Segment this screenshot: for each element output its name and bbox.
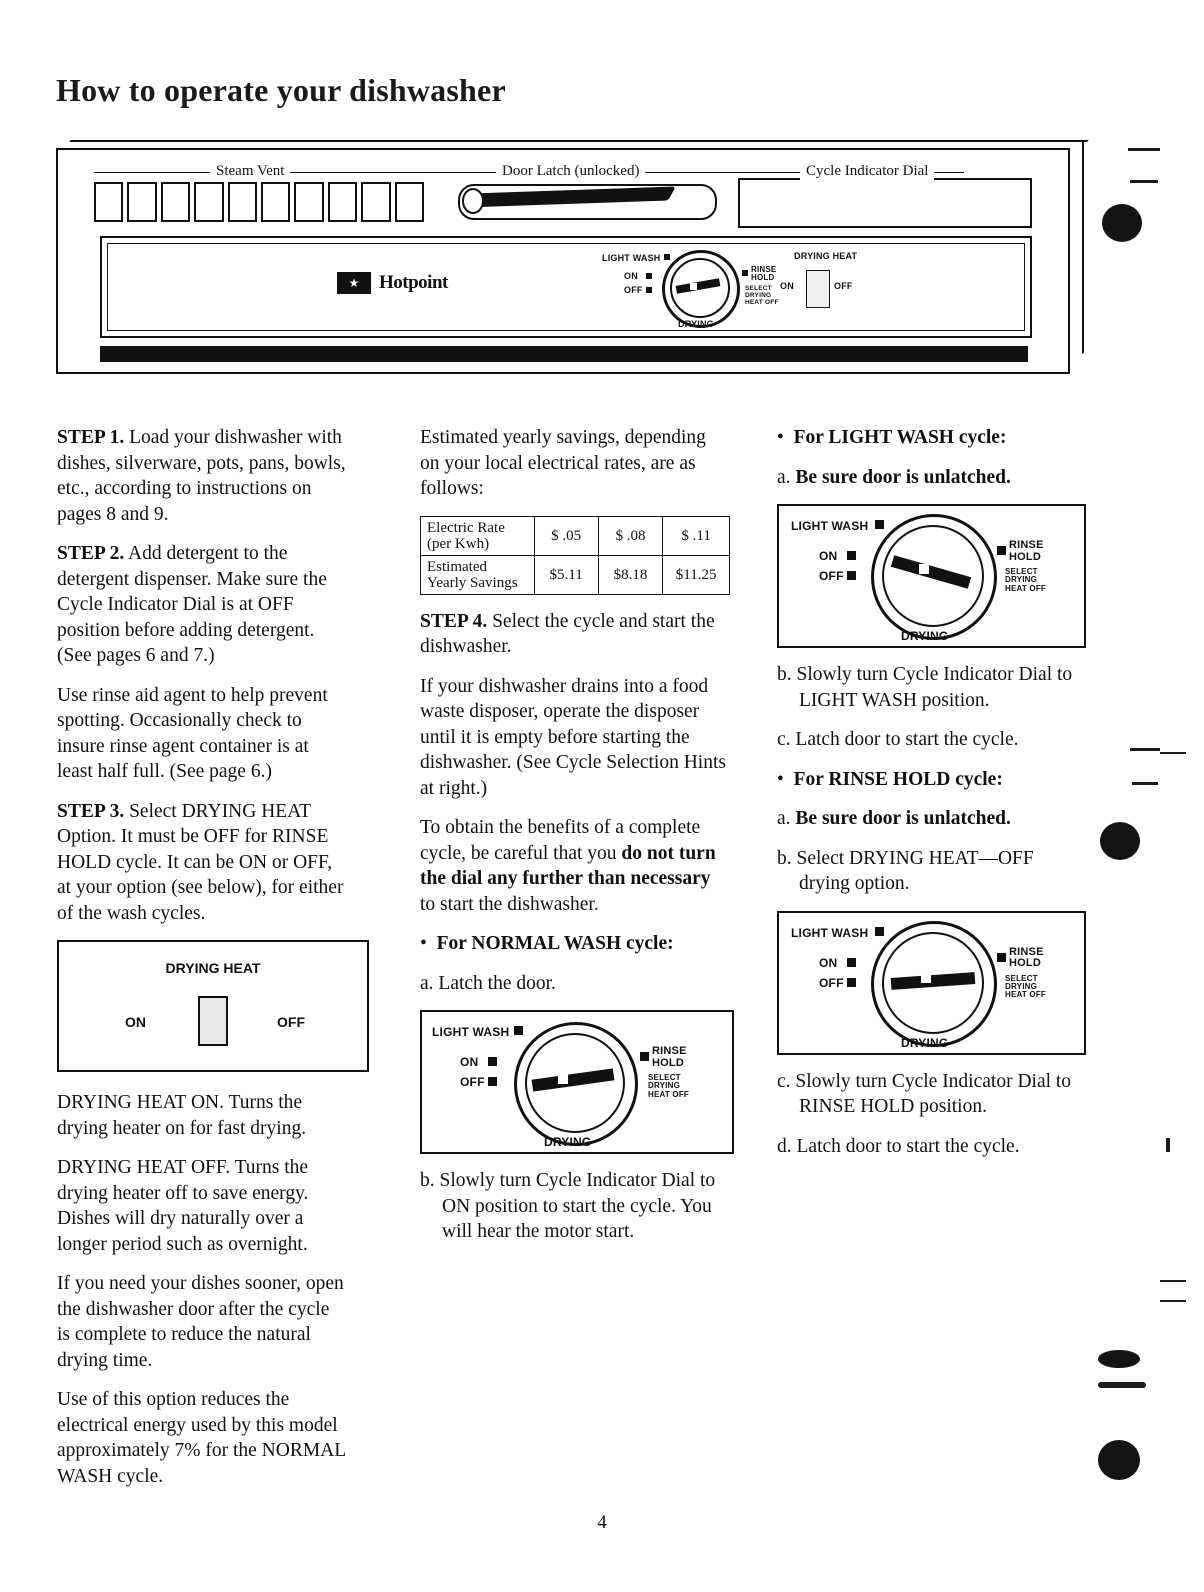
normal-wash-dial-figure	[420, 1010, 734, 1154]
figure-select-drying-label	[1005, 568, 1046, 593]
normal-wash-heading-text: For NORMAL WASH cycle:	[436, 933, 674, 954]
vent-slot	[361, 182, 390, 222]
rinse-hold-dial-figure	[777, 911, 1086, 1055]
figure-drying-label: DRYING	[901, 629, 949, 643]
figure-on-marker	[847, 958, 856, 967]
step-2-lead: STEP 2.	[57, 543, 125, 564]
figure-rinse-hold-label	[1009, 947, 1044, 970]
light-a-bold: Be sure door is unlatched.	[795, 466, 1011, 488]
drying-heat-figure-switch	[198, 996, 228, 1046]
figure-select-2: DRYING	[648, 1081, 681, 1091]
scan-artifact	[1100, 822, 1140, 860]
figure-select-drying-label	[1005, 975, 1046, 1000]
step-1-lead: STEP 1.	[57, 427, 125, 448]
callout-door-latch: Door Latch (unlocked)	[496, 163, 645, 180]
console-drying-label: DRYING	[678, 319, 714, 329]
scan-artifact	[1098, 1382, 1146, 1388]
rinse-hold-step-c: c. Slowly turn Cycle Indicator Dial to RINSE HOLD position.	[777, 1070, 1072, 1117]
drying-heat-on-paragraph: DRYING HEAT ON. Turns the drying heater on for fast drying.	[57, 1092, 307, 1139]
electric-rate-line2: (per Kwh)	[427, 535, 490, 552]
figure-rinse-line2: HOLD	[1009, 957, 1041, 970]
door-latch-handle	[464, 187, 675, 208]
benefits-paragraph	[420, 815, 730, 917]
brand-logo	[337, 272, 448, 294]
vent-slot	[161, 182, 190, 222]
text-column-1	[57, 425, 347, 1503]
rinse-hold-step-a	[777, 806, 1087, 832]
yearly-savings-line2: Yearly Savings	[427, 574, 518, 591]
figure-on-marker	[488, 1057, 497, 1066]
step-4-paragraph	[420, 609, 730, 660]
step-4-lead: STEP 4.	[420, 610, 488, 632]
figure-on-marker	[847, 551, 856, 560]
console-face	[100, 236, 1032, 338]
savings-value-1: $5.11	[534, 555, 598, 594]
rinse-hold-step-b: b. Select DRYING HEAT—OFF drying option.	[777, 847, 1034, 894]
figure-off-label: OFF	[460, 1075, 485, 1089]
control-panel-illustration	[56, 140, 1086, 380]
scan-artifact	[1166, 1138, 1170, 1152]
console-off-label: OFF	[624, 285, 643, 295]
light-wash-step-b: b. Slowly turn Cycle Indicator Dial to LIGHT WASH position.	[777, 664, 1073, 711]
panel-body	[56, 148, 1070, 374]
door-latch-knob	[462, 188, 484, 214]
console-select-1: SELECT	[745, 285, 772, 292]
light-wash-heading-text: For LIGHT WASH cycle:	[793, 427, 1007, 448]
scan-artifact	[1102, 204, 1142, 242]
rinse-a-prefix: a.	[777, 808, 796, 829]
figure-rinse-line2: HOLD	[652, 1056, 684, 1069]
page-number: 4	[597, 1512, 607, 1533]
normal-wash-heading: • For NORMAL WASH cycle:	[420, 933, 674, 954]
figure-rinse-line1: RINSE	[652, 1045, 687, 1057]
figure-select-3: HEAT OFF	[1005, 583, 1047, 593]
figure-rinse-hold-marker	[640, 1052, 649, 1061]
disposer-paragraph: If your dishwasher drains into a food waste disposer, operate the disposer until it is empty before starting the dishwasher. (See Cycle Selection Hints at right.)	[420, 675, 726, 799]
figure-rinse-hold-label	[652, 1046, 687, 1069]
vent-slot	[328, 182, 357, 222]
figure-off-marker	[847, 571, 856, 580]
door-latch-graphic	[458, 184, 717, 220]
figure-dial-notch	[921, 973, 931, 983]
console-select-2: DRYING	[745, 291, 772, 299]
figure-on-label: ON	[819, 549, 838, 563]
figure-rinse-line1: RINSE	[1009, 539, 1044, 551]
vent-slot	[294, 182, 323, 222]
console-on-marker	[646, 273, 652, 279]
rinse-aid-paragraph: Use rinse aid agent to help prevent spotting. Occasionally check to insure rinse agent container is at least half full. (See page 6.)	[57, 684, 328, 782]
page-title: How to operate your dishwasher	[56, 72, 506, 108]
figure-rinse-hold-label	[1009, 540, 1044, 563]
step-2-text: Add detergent to the detergent dispenser. Make sure the Cycle Indicator Dial is at OFF position before adding detergent. (See pages 6 and 7.)	[57, 543, 327, 666]
rinse-hold-heading-text: For RINSE HOLD cycle:	[793, 768, 1003, 790]
light-wash-step-c: c. Latch door to start the cycle.	[777, 729, 1019, 750]
step-2-paragraph	[57, 541, 347, 669]
figure-select-1: SELECT	[1005, 567, 1038, 576]
console-light-wash-label: LIGHT WASH	[602, 253, 661, 263]
figure-dial-notch	[919, 564, 929, 574]
callout-cycle-dial: Cycle Indicator Dial	[800, 163, 934, 180]
figure-on-label: ON	[819, 955, 838, 970]
brand-name: Hotpoint	[379, 272, 448, 293]
hotpoint-logo-mark: ★	[337, 272, 371, 294]
benefits-post: to start the dishwasher.	[420, 893, 599, 915]
vent-slot	[127, 182, 156, 222]
figure-light-wash-label: LIGHT WASH	[791, 925, 869, 940]
figure-light-wash-label: LIGHT WASH	[791, 519, 869, 533]
panel-base-bar	[100, 346, 1028, 362]
step-3-paragraph	[57, 799, 347, 927]
figure-rinse-hold-marker	[997, 546, 1006, 555]
vent-slot	[194, 182, 223, 222]
scan-artifact	[1132, 782, 1158, 785]
figure-select-3: HEAT OFF	[648, 1089, 690, 1099]
figure-rinse-hold-marker	[997, 953, 1006, 962]
scan-artifact	[1160, 1280, 1186, 1282]
console-select-drying-label	[745, 286, 779, 306]
benefits-pre: To obtain the benefits of a complete cycle, be careful that you	[420, 817, 701, 864]
table-row	[421, 516, 730, 555]
electric-rate-line1: Electric Rate	[427, 519, 505, 536]
figure-select-2: DRYING	[1005, 575, 1038, 585]
step-3-lead: STEP 3.	[57, 800, 125, 822]
normal-wash-step-b: b. Slowly turn Cycle Indicator Dial to ON position to start the cycle. You will hear the motor start.	[420, 1170, 716, 1242]
estimated-savings-table	[420, 516, 730, 595]
figure-on-label: ON	[460, 1055, 479, 1069]
vent-slot	[261, 182, 290, 222]
drying-heat-figure-on: ON	[125, 1014, 146, 1030]
energy-savings-paragraph: Use of this option reduces the electrical energy used by this model approximately 7% for the NORMAL WASH cycle.	[57, 1389, 346, 1487]
console-on-label: ON	[624, 271, 638, 281]
savings-value-2: $8.18	[598, 555, 662, 594]
vent-slot	[395, 182, 424, 222]
console-switch-off-label: OFF	[834, 281, 853, 291]
vent-slot	[228, 182, 257, 222]
drying-heat-off-paragraph: DRYING HEAT OFF. Turns the drying heater off to save energy. Dishes will dry naturally over a longer period such as overnight.	[57, 1157, 309, 1255]
scan-artifact	[1098, 1350, 1140, 1368]
console-rinse-line2: HOLD	[751, 273, 775, 283]
step-4-text: Select the cycle and start the dishwasher.	[420, 610, 715, 657]
figure-light-wash-marker	[514, 1026, 523, 1035]
console-rinse-line1: RINSE	[751, 265, 777, 274]
rate-value-2: $ .08	[598, 516, 662, 555]
figure-select-1: SELECT	[1005, 973, 1038, 983]
figure-rinse-line2: HOLD	[1009, 550, 1041, 563]
figure-select-1: SELECT	[648, 1073, 681, 1082]
cycle-indicator-strip	[738, 178, 1032, 228]
console-light-wash-marker	[664, 254, 670, 260]
step-3-text: Select DRYING HEAT Option. It must be OFF for RINSE HOLD cycle. It can be ON or OFF, at your option (see below), for either of the wash cycles.	[57, 800, 344, 924]
rate-value-3: $ .11	[663, 516, 730, 555]
figure-select-2: DRYING	[1005, 981, 1038, 991]
rate-value-1: $ .05	[534, 516, 598, 555]
light-wash-heading: • For LIGHT WASH cycle:	[777, 427, 1007, 448]
savings-intro-paragraph: Estimated yearly savings, depending on your local electrical rates, are as follows:	[420, 427, 706, 499]
console-rinse-hold-label	[751, 266, 776, 283]
figure-light-wash-label: LIGHT WASH	[432, 1025, 510, 1039]
yearly-savings-label	[421, 555, 535, 594]
drying-heat-figure-off: OFF	[277, 1014, 305, 1030]
text-column-3	[777, 425, 1087, 1173]
scan-artifact	[1160, 1300, 1186, 1302]
light-a-prefix: a.	[777, 466, 796, 488]
rinse-hold-step-d: d. Latch door to start the cycle.	[777, 1135, 1020, 1157]
figure-drying-label: DRYING	[544, 1135, 592, 1149]
benefits-bold: do not turn the dial any further than necessary	[420, 842, 716, 889]
step-1-text: Load your dishwasher with dishes, silverware, pots, pans, bowls, etc., according to instructions on pages 8 and 9.	[57, 427, 346, 525]
scan-artifact	[1098, 1440, 1140, 1480]
step-1-paragraph	[57, 425, 347, 527]
vent-slot	[94, 182, 123, 222]
figure-off-label: OFF	[819, 569, 844, 583]
console-off-marker	[646, 287, 652, 293]
rinse-a-bold: Be sure door is unlatched.	[795, 808, 1011, 829]
drying-heat-figure-title: DRYING HEAT	[165, 960, 261, 976]
figure-off-marker	[488, 1077, 497, 1086]
light-wash-step-a	[777, 465, 1087, 491]
console-dial-pointer-notch	[690, 283, 697, 290]
scan-artifact	[1160, 752, 1186, 754]
console-drying-heat-switch	[806, 270, 830, 308]
yearly-savings-line1: Estimated	[427, 558, 487, 575]
figure-select-drying-label	[648, 1074, 689, 1099]
figure-drying-label: DRYING	[901, 1035, 949, 1050]
console-switch-on-label: ON	[780, 281, 794, 291]
console-rinse-hold-marker	[742, 270, 748, 276]
console-drying-heat-label: DRYING HEAT	[794, 251, 858, 261]
figure-off-label: OFF	[819, 975, 844, 990]
figure-light-wash-marker	[875, 927, 884, 936]
text-column-2	[420, 425, 730, 1259]
console-dial-assembly	[602, 248, 902, 328]
scan-artifact	[1130, 180, 1158, 183]
figure-light-wash-marker	[875, 520, 884, 529]
scan-artifact	[1130, 748, 1160, 751]
table-row	[421, 555, 730, 594]
scan-artifact	[1128, 148, 1160, 151]
callout-steam-vent: Steam Vent	[210, 163, 290, 180]
light-wash-dial-figure	[777, 504, 1086, 648]
figure-select-3: HEAT OFF	[1005, 990, 1047, 1000]
rinse-hold-heading: • For RINSE HOLD cycle:	[777, 768, 1003, 790]
savings-value-3: $11.25	[663, 555, 730, 594]
console-select-3: HEAT OFF	[745, 298, 779, 306]
electric-rate-label	[421, 516, 535, 555]
normal-wash-step-a: a. Latch the door.	[420, 972, 556, 994]
drying-heat-option-figure	[57, 940, 369, 1072]
figure-dial-notch	[558, 1074, 568, 1084]
dishes-sooner-paragraph: If you need your dishes sooner, open the dishwasher door after the cycle is complete to reduce the natural drying time.	[57, 1273, 344, 1371]
figure-rinse-line1: RINSE	[1009, 945, 1044, 958]
steam-vent-group	[94, 182, 424, 222]
figure-off-marker	[847, 978, 856, 987]
